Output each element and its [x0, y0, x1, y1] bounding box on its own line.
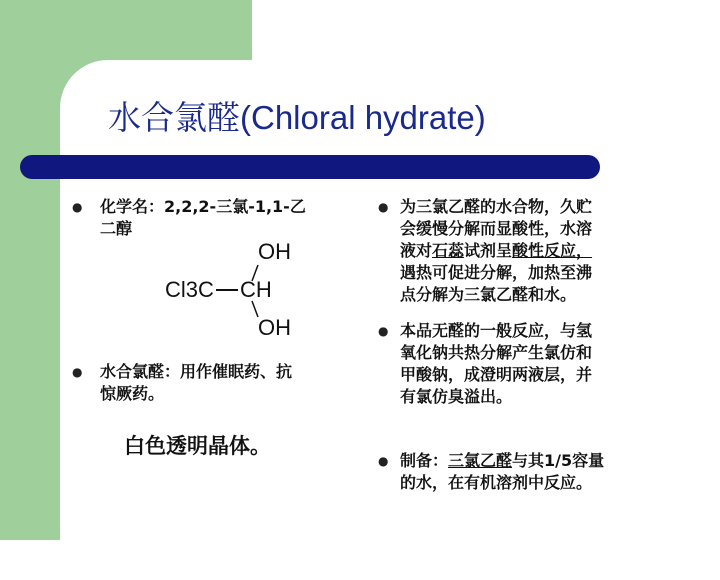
bullet-icon: ● — [378, 200, 389, 214]
appearance-text: 白色透明晶体。 — [124, 434, 271, 458]
trichloroacetaldehyde-link: 三氯乙醛 — [448, 451, 513, 470]
bullet-icon: ● — [72, 365, 83, 379]
b1-line3-c: 试剂呈 — [464, 241, 513, 260]
structure-diagram — [160, 235, 320, 345]
chemical-name-line2: 二醇 — [100, 219, 133, 238]
b3-line2: 的水，在有机溶剂中反应。 — [400, 473, 593, 492]
b1-line2: 会缓慢分解而显酸性，水溶 — [400, 219, 593, 238]
b1-line1: 为三氯乙醛的水合物，久贮 — [400, 197, 593, 216]
slide-title: 水合氯醛(Chloral hydrate) — [108, 99, 486, 136]
use-line2: 惊厥药。 — [100, 384, 165, 403]
b1-line5: 点分解为三氯乙醛和水。 — [400, 285, 577, 304]
b1-line3 — [400, 240, 592, 262]
chemical-name-line1: 化学名：2,2,2-三氯-1,1-乙 — [100, 197, 306, 216]
bullet-icon: ● — [378, 454, 389, 468]
litmus-link: 石蕊 — [432, 241, 465, 260]
cl3c-label: Cl3C — [165, 277, 214, 302]
bullet-icon: ● — [378, 324, 389, 338]
oh-bottom-label: OH — [258, 315, 291, 340]
acid-reaction-link: 酸性反应， — [512, 241, 593, 260]
b2-line3: 甲酸钠，成澄明两液层，并 — [400, 365, 593, 384]
b3-line1-c: 与其1/5容量 — [512, 451, 605, 470]
b2-line2: 氧化钠共热分解产生氯仿和 — [400, 343, 593, 362]
b3-line1 — [400, 450, 604, 472]
b3-line1-a: 制备： — [400, 451, 449, 470]
b1-line4: 遇热可促进分解，加热至沸 — [400, 263, 593, 282]
b2-line1: 本品无醛的一般反应，与氢 — [400, 321, 593, 340]
ch-label: CH — [240, 277, 272, 302]
bullet-icon: ● — [72, 200, 83, 214]
oh-top-label: OH — [258, 239, 291, 264]
use-line1: 水合氯醛：用作催眠药、抗 — [100, 362, 293, 381]
b2-line4: 有氯仿臭溢出。 — [400, 387, 513, 406]
title-underline-bar — [20, 155, 600, 179]
b1-line3-a: 液对 — [400, 241, 433, 260]
